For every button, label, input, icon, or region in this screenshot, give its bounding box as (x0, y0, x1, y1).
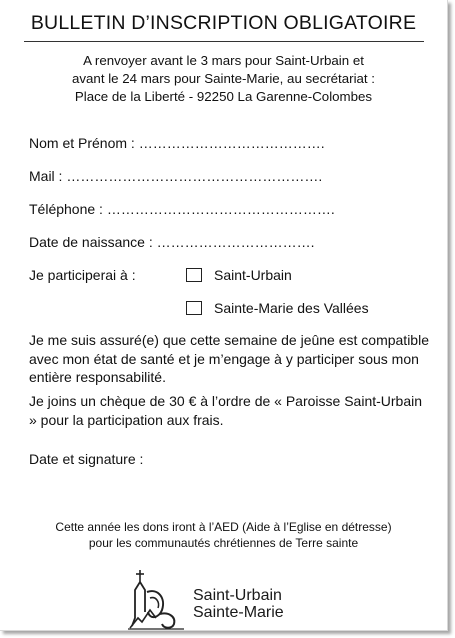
mail-field[interactable] (29, 168, 322, 184)
mail-label: Mail : (29, 168, 63, 184)
option-saint-urbain[interactable] (186, 267, 292, 283)
name-dots[interactable]: …………………………………. (138, 135, 325, 151)
logo-line-1: Saint-Urbain (193, 587, 282, 604)
phone-dots[interactable]: …………………………………………. (106, 201, 335, 217)
signature-label: Date et signature : (29, 451, 144, 467)
health-statement-text: Je me suis assuré(e) que cette semaine de jeûne est compatible avec mon état de santé et je m’engage à y participer sous mon entière responsabilité. (29, 332, 429, 385)
health-statement (29, 331, 429, 387)
parish-logo-text (193, 587, 284, 621)
name-label: Nom et Prénom : (29, 135, 135, 151)
participation-label: Je participerai à : (29, 267, 136, 283)
option-sainte-marie-label: Sainte-Marie des Vallées (214, 300, 369, 316)
cheque-statement-text: Je joins un chèque de 30 € à l’ordre de « Paroisse Saint-Urbain » pour la participation aux frais. (29, 393, 423, 428)
name-field[interactable] (29, 135, 325, 151)
birthdate-field[interactable] (29, 234, 315, 250)
page-title: BULLETIN D’INSCRIPTION OBLIGATOIRE (30, 12, 417, 34)
option-sainte-marie[interactable] (186, 300, 369, 316)
option-saint-urbain-label: Saint-Urbain (214, 267, 292, 283)
intro-line-2: avant le 24 mars pour Sainte-Marie, au secrétariat : (71, 71, 376, 86)
birthdate-label: Date de naissance : (29, 234, 153, 250)
phone-field[interactable] (29, 201, 335, 217)
cheque-statement (29, 392, 429, 429)
donation-note (0, 519, 447, 551)
donation-note-line-1: Cette année les dons iront à l’AED (Aide à l’Eglise en détresse) (55, 520, 392, 534)
logo-line-2: Sainte-Marie (193, 604, 284, 621)
intro-text (0, 52, 447, 106)
birthdate-dots[interactable]: ……………………………. (156, 234, 315, 250)
mail-dots[interactable]: ………………………………………………. (66, 168, 323, 184)
checkbox-sainte-marie[interactable] (186, 301, 202, 315)
intro-line-3: Place de la Liberté - 92250 La Garenne-Colombes (74, 89, 373, 104)
checkbox-saint-urbain[interactable] (186, 268, 202, 282)
phone-label: Téléphone : (29, 201, 103, 217)
donation-note-line-2: pour les communautés chrétiennes de Terre sainte (88, 536, 359, 550)
intro-line-1: A renvoyer avant le 3 mars pour Saint-Urbain et (83, 53, 364, 68)
parish-logo-icon (126, 568, 186, 630)
title-underline (24, 41, 424, 42)
